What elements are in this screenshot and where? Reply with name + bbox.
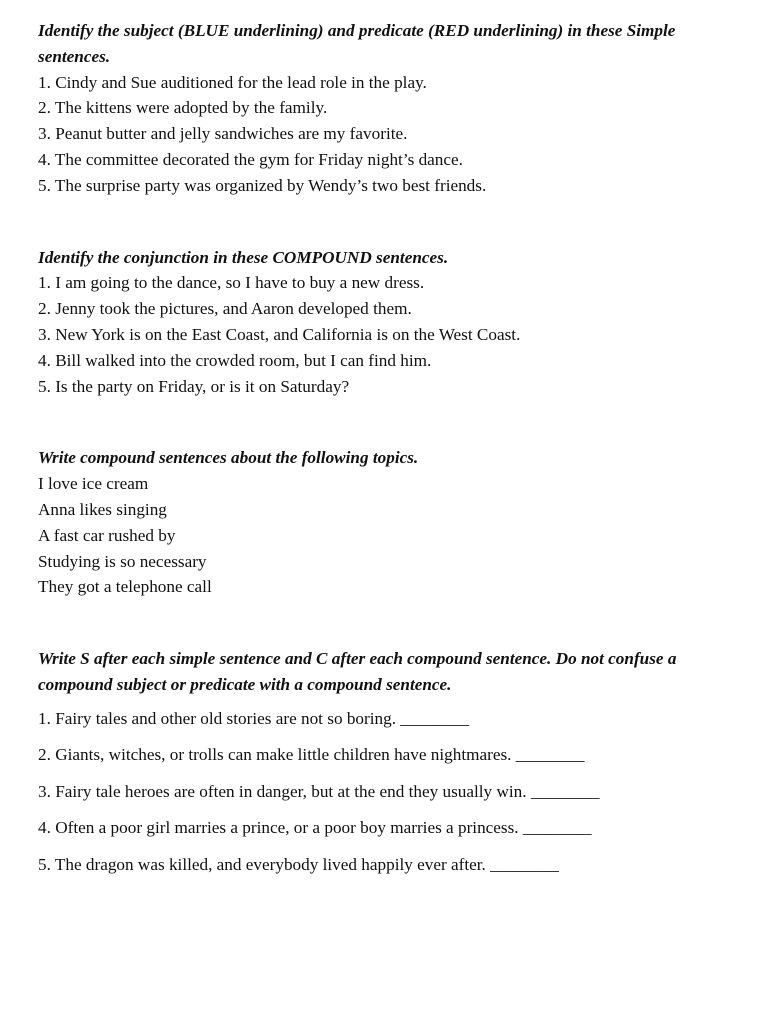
section-write-compound: [38, 445, 738, 600]
topic-item: A fast car rushed by: [38, 525, 176, 545]
instruction-write-compound: Write compound sentences about the following topics.: [38, 448, 419, 468]
sentence-item: 4. Bill walked into the crowded room, but I can find him.: [38, 350, 432, 370]
sentence-item: 2. The kittens were adopted by the family.: [38, 98, 328, 118]
instruction-conjunction: Identify the conjunction in these COMPOUND sentences.: [38, 247, 449, 267]
sentence-item: 1. Cindy and Sue auditioned for the lead role in the play.: [38, 72, 427, 92]
answer-item: 1. Fairy tales and other old stories are not so boring. ________: [38, 708, 470, 728]
topic-item: Studying is so necessary: [38, 551, 207, 571]
sentence-item: 2. Jenny took the pictures, and Aaron developed them.: [38, 299, 412, 319]
section-simple-sentences: [38, 18, 738, 199]
answer-item: 3. Fairy tale heroes are often in danger, but at the end they usually win. ________: [38, 781, 600, 801]
instruction-s-or-c: Write S after each simple sentence and C after each compound sentence. Do not confuse a compound subject or predicate with a compound sentence.: [38, 649, 677, 694]
answer-item: 4. Often a poor girl marries a prince, or a poor boy marries a princess. ________: [38, 818, 592, 838]
section-simple-or-compound: [38, 646, 738, 888]
worksheet-page: [38, 18, 738, 888]
sentence-item: 5. Is the party on Friday, or is it on Saturday?: [38, 376, 350, 396]
sentence-item: 1. I am going to the dance, so I have to buy a new dress.: [38, 273, 425, 293]
section-compound-conjunctions: [38, 245, 738, 400]
instruction-subject-predicate: Identify the subject (BLUE underlining) and predicate (RED underlining) in these Simple sentences.: [38, 21, 676, 66]
topic-item: They got a telephone call: [38, 577, 212, 597]
topic-item: Anna likes singing: [38, 499, 167, 519]
answer-item: 2. Giants, witches, or trolls can make little children have nightmares. ________: [38, 745, 585, 765]
sentence-item: 5. The surprise party was organized by Wendy’s two best friends.: [38, 175, 487, 195]
answer-item: 5. The dragon was killed, and everybody lived happily ever after. ________: [38, 854, 559, 874]
sentence-item: 3. New York is on the East Coast, and California is on the West Coast.: [38, 324, 521, 344]
sentence-item: 3. Peanut butter and jelly sandwiches are my favorite.: [38, 124, 408, 144]
topic-item: I love ice cream: [38, 474, 149, 494]
sentence-item: 4. The committee decorated the gym for Friday night’s dance.: [38, 149, 463, 169]
